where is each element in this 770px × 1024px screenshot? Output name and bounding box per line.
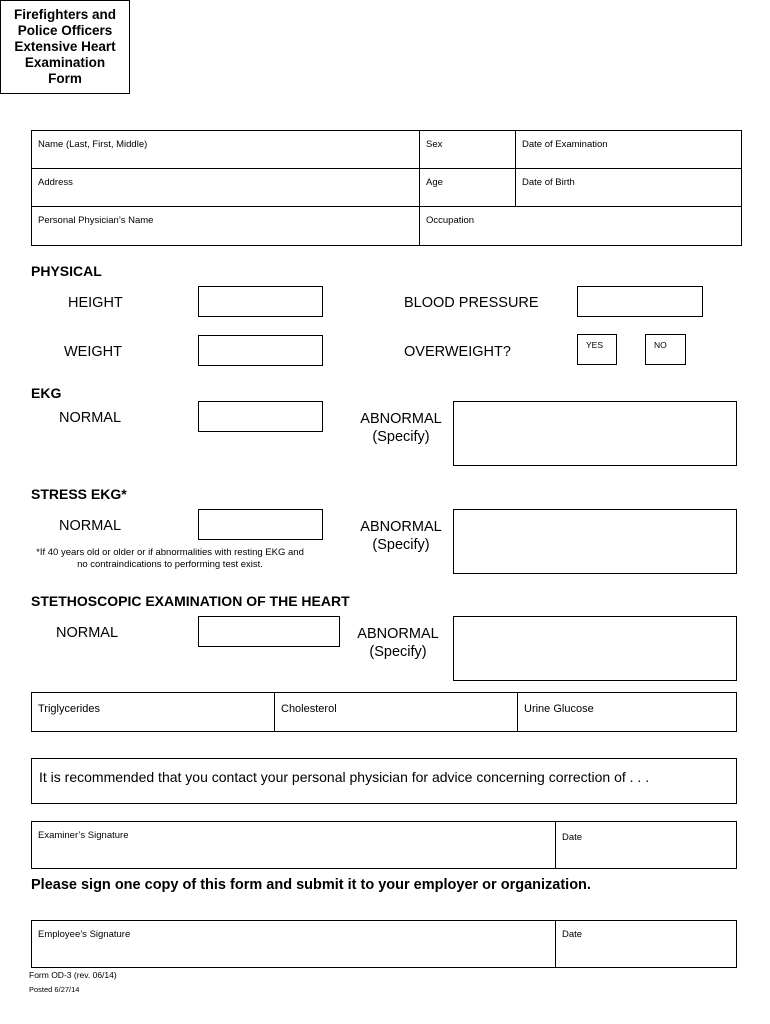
employee-date-label: Date: [562, 929, 583, 940]
triglycerides-field[interactable]: [32, 693, 275, 732]
stethoscopic-abnormal-input[interactable]: [453, 616, 737, 681]
abnormal-text: ABNORMAL: [360, 411, 442, 427]
employee-signature-field[interactable]: [32, 921, 556, 968]
abnormal-text: ABNORMAL: [360, 519, 442, 535]
posted-date: Posted 6/27/14: [29, 985, 80, 994]
form-id: Form OD-3 (rev. 06/14): [29, 970, 117, 980]
abnormal-text: ABNORMAL: [357, 626, 439, 642]
occupation-field[interactable]: [420, 207, 742, 246]
examiner-signature-label: Examiner’s Signature: [38, 830, 129, 841]
form-title: [0, 0, 130, 94]
examiner-signature-table: [31, 821, 737, 869]
recommendation-field[interactable]: [31, 758, 737, 804]
blood-pressure-input[interactable]: [577, 286, 703, 317]
dob-label: Date of Birth: [522, 177, 575, 188]
occupation-label: Occupation: [426, 215, 475, 226]
ekg-heading: EKG: [31, 385, 62, 401]
footnote-line: no contraindications to performing test exist.: [77, 559, 263, 570]
ekg-abnormal-label: [355, 410, 447, 446]
cholesterol-label: Cholesterol: [281, 703, 337, 715]
address-field[interactable]: [32, 169, 420, 207]
specify-text: (Specify): [372, 429, 430, 445]
submission-instruction: Please sign one copy of this form and submit it to your employer or organization.: [31, 877, 591, 893]
recommendation-text: It is recommended that you contact your personal physician for advice concerning correction of . . .: [39, 769, 650, 785]
examiner-date-field[interactable]: [556, 822, 737, 869]
physician-label: Personal Physician’s Name: [38, 215, 154, 226]
specify-text: (Specify): [369, 644, 427, 660]
stethoscopic-normal-input[interactable]: [198, 616, 340, 647]
name-label: Name (Last, First, Middle): [38, 139, 148, 150]
ekg-abnormal-input[interactable]: [453, 401, 737, 466]
specify-text: (Specify): [372, 537, 430, 553]
stethoscopic-heading: STETHOSCOPIC EXAMINATION OF THE HEART: [31, 593, 350, 609]
stress-ekg-normal-label: NORMAL: [59, 518, 122, 534]
no-label: NO: [654, 340, 667, 350]
blood-pressure-label: BLOOD PRESSURE: [404, 295, 539, 311]
dob-field[interactable]: [516, 169, 742, 207]
personal-info-table: [31, 130, 742, 246]
triglycerides-label: Triglycerides: [38, 703, 100, 715]
examiner-signature-field[interactable]: [32, 822, 556, 869]
yes-label: YES: [586, 340, 604, 350]
title-line: Examination: [24, 55, 106, 70]
title-line: Police Officers: [17, 23, 113, 38]
urine-glucose-label: Urine Glucose: [524, 703, 594, 715]
title-line: Extensive Heart: [14, 39, 116, 54]
stress-ekg-heading: STRESS EKG*: [31, 486, 127, 502]
physician-field[interactable]: [32, 207, 420, 246]
stethoscopic-normal-label: NORMAL: [56, 625, 119, 641]
examiner-date-label: Date: [562, 832, 583, 843]
overweight-yes-checkbox[interactable]: [577, 334, 617, 365]
name-field[interactable]: [32, 131, 420, 169]
stress-ekg-abnormal-input[interactable]: [453, 509, 737, 574]
weight-label: WEIGHT: [64, 344, 122, 360]
employee-signature-table: [31, 920, 737, 968]
title-line: Firefighters and: [13, 7, 116, 22]
sex-label: Sex: [426, 139, 443, 150]
age-label: Age: [426, 177, 443, 188]
employee-date-field[interactable]: [556, 921, 737, 968]
urine-glucose-field[interactable]: [518, 693, 737, 732]
stethoscopic-abnormal-label: [352, 625, 444, 661]
title-line: Form: [48, 71, 82, 86]
address-label: Address: [38, 177, 73, 188]
overweight-no-checkbox[interactable]: [645, 334, 686, 365]
exam-date-label: Date of Examination: [522, 139, 608, 150]
age-field[interactable]: [420, 169, 516, 207]
ekg-normal-label: NORMAL: [59, 410, 122, 426]
footnote-line: *If 40 years old or older or if abnormalities with resting EKG and: [36, 547, 304, 558]
lab-results-table: [31, 692, 737, 732]
stress-ekg-normal-input[interactable]: [198, 509, 323, 540]
stress-ekg-footnote: [29, 547, 311, 571]
height-label: HEIGHT: [68, 295, 123, 311]
sex-field[interactable]: [420, 131, 516, 169]
weight-input[interactable]: [198, 335, 323, 366]
ekg-normal-input[interactable]: [198, 401, 323, 432]
height-input[interactable]: [198, 286, 323, 317]
employee-signature-label: Employee’s Signature: [38, 929, 131, 940]
overweight-label: OVERWEIGHT?: [404, 344, 511, 360]
cholesterol-field[interactable]: [275, 693, 518, 732]
stress-ekg-abnormal-label: [355, 518, 447, 554]
exam-date-field[interactable]: [516, 131, 742, 169]
physical-heading: PHYSICAL: [31, 263, 102, 279]
